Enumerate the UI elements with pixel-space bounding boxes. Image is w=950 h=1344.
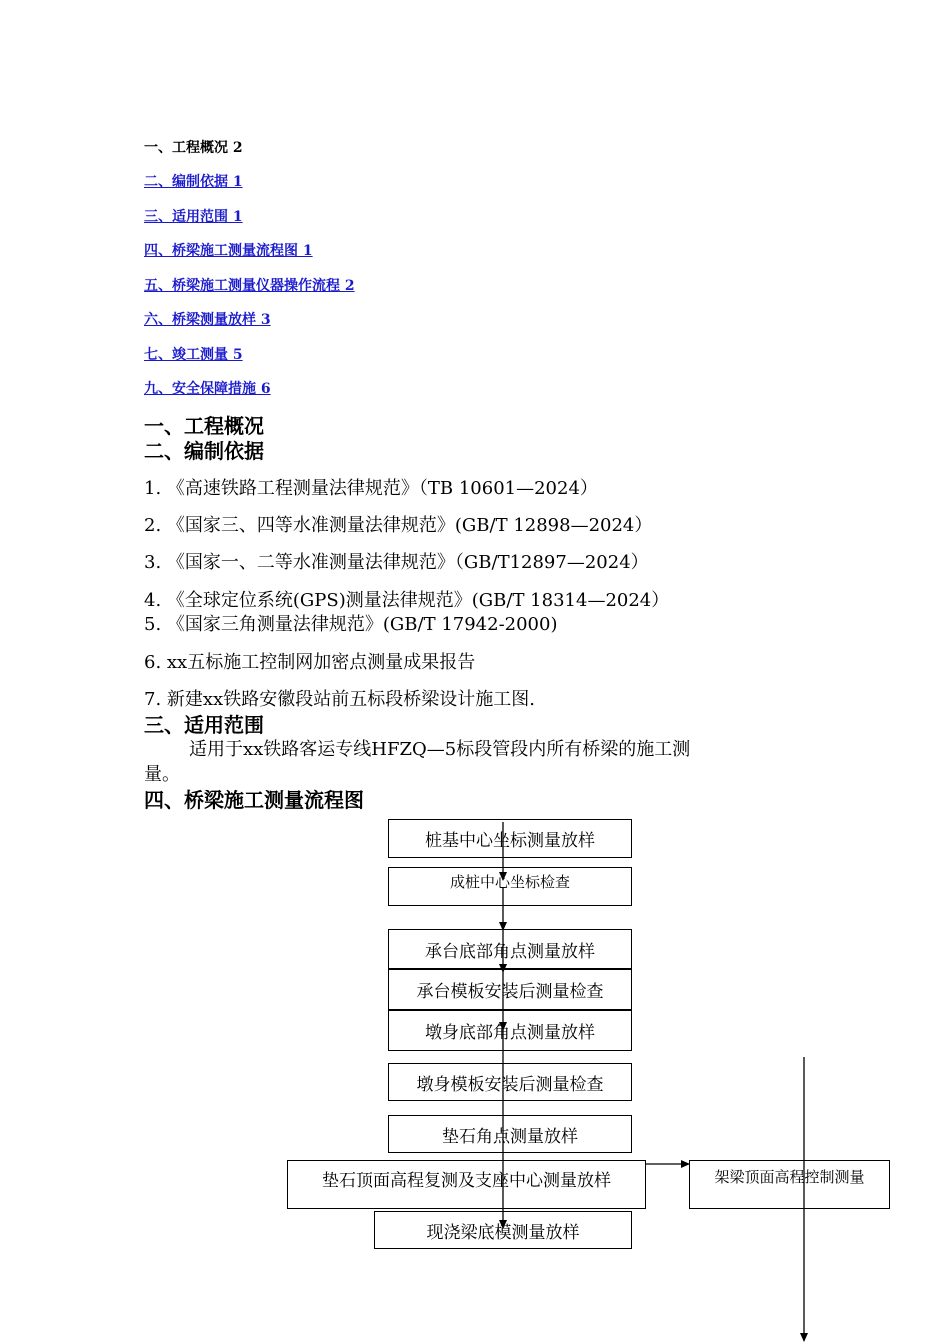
flow-step: 承台模板安装后测量检查	[388, 969, 632, 1010]
flow-side-step: 架梁顶面高程控制测量	[689, 1160, 890, 1209]
flow-step: 成桩中心坐标检查	[388, 867, 632, 906]
flow-step: 垫石顶面高程复测及支座中心测量放样	[287, 1160, 646, 1209]
toc-item-overview: 一、工程概况 2	[144, 140, 243, 156]
reference-item: 2. 《国家三、四等水准测量法律规范》(GB/T 12898—2024）	[144, 515, 653, 536]
reference-item: 5. 《国家三角测量法律规范》(GB/T 17942-2000)	[144, 614, 558, 635]
heading-overview: 一、工程概况	[144, 414, 264, 438]
reference-item: 1. 《高速铁路工程测量法律规范》（TB 10601—2024）	[144, 478, 598, 499]
toc-item-scope[interactable]: 三、适用范围 1	[144, 209, 243, 225]
toc-item-stakeout[interactable]: 六、桥梁测量放样 3	[144, 312, 271, 328]
reference-item: 3. 《国家一、二等水准测量法律规范》（GB/T12897—2024）	[144, 552, 649, 573]
flow-step: 现浇梁底模测量放样	[374, 1211, 632, 1249]
reference-item: 7. 新建xx铁路安徽段站前五标段桥梁设计施工图.	[144, 689, 535, 710]
heading-scope: 三、适用范围	[144, 713, 264, 737]
scope-text-line1: 适用于xx铁路客运专线HFZQ—5标段管段内所有桥梁的施工测	[189, 739, 691, 760]
flow-step: 垫石角点测量放样	[388, 1115, 632, 1153]
toc-item-completion[interactable]: 七、竣工测量 5	[144, 347, 243, 363]
reference-item: 4. 《全球定位系统(GPS)测量法律规范》(GB/T 18314—2024）	[144, 590, 670, 611]
flow-step: 墩身模板安装后测量检查	[388, 1063, 632, 1101]
toc-item-flowchart[interactable]: 四、桥梁施工测量流程图 1	[144, 243, 313, 259]
flow-step: 承台底部角点测量放样	[388, 929, 632, 969]
flow-step: 桩基中心坐标测量放样	[388, 819, 632, 858]
scope-text-line2: 量。	[144, 764, 180, 785]
heading-flowchart: 四、桥梁施工测量流程图	[144, 788, 364, 812]
toc-item-instrument-flow[interactable]: 五、桥梁施工测量仪器操作流程 2	[144, 278, 355, 294]
toc-item-safety[interactable]: 九、安全保障措施 6	[144, 381, 271, 397]
heading-basis: 二、编制依据	[144, 439, 264, 463]
flow-step: 墩身底部角点测量放样	[388, 1010, 632, 1051]
toc-item-basis[interactable]: 二、编制依据 1	[144, 174, 243, 190]
reference-item: 6. xx五标施工控制网加密点测量成果报告	[144, 652, 476, 673]
